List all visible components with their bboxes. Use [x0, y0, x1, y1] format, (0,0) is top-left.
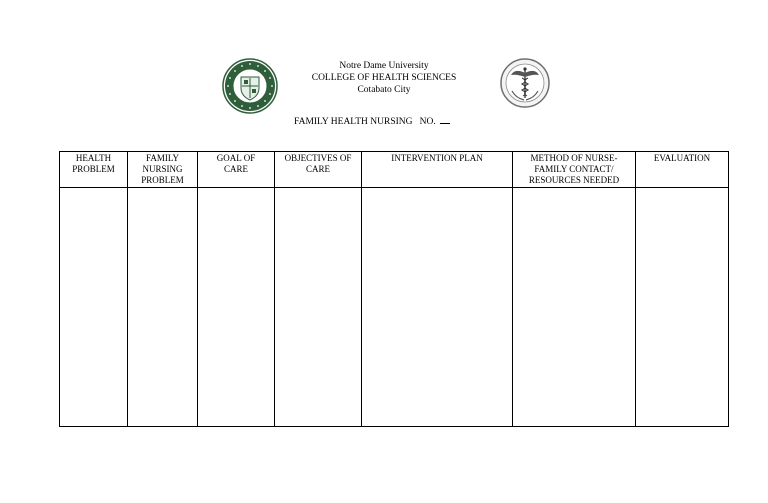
column-header-line: NURSING — [142, 164, 183, 174]
cell-family-nursing-problem[interactable] — [128, 188, 198, 427]
column-header-line: CARE — [223, 164, 248, 174]
city-name: Cotabato City — [357, 85, 411, 95]
column-header-line: CARE — [305, 164, 330, 174]
table-header-row — [60, 152, 729, 188]
column-header-goal-of-care — [198, 152, 275, 188]
document-header — [284, 60, 484, 96]
column-header-line: RESOURCES NEEDED — [528, 175, 620, 185]
cell-intervention-plan[interactable] — [362, 188, 513, 427]
family-care-plan-table — [59, 151, 729, 427]
table-row — [60, 188, 729, 427]
column-header-line: METHOD OF NURSE- — [530, 153, 618, 163]
column-header-health-problem — [60, 152, 128, 188]
cell-evaluation[interactable] — [636, 188, 729, 427]
column-header-line: PROBLEM — [72, 164, 115, 174]
column-header-method-of-contact — [513, 152, 636, 188]
column-header-family-nursing-problem — [128, 152, 198, 188]
cell-objectives-of-care[interactable] — [275, 188, 362, 427]
column-header-line: PROBLEM — [141, 175, 184, 185]
university-seal-logo — [222, 58, 278, 114]
university-name: Notre Dame University — [339, 61, 429, 71]
cell-method-of-contact[interactable] — [513, 188, 636, 427]
column-header-line: INTERVENTION PLAN — [391, 153, 483, 163]
column-header-line: OBJECTIVES OF — [284, 153, 352, 163]
column-header-line: FAMILY CONTACT/ — [534, 164, 614, 174]
column-header-line: EVALUATION — [653, 153, 711, 163]
column-header-intervention-plan — [362, 152, 513, 188]
column-header-objectives-of-care — [275, 152, 362, 188]
college-seal-logo — [500, 58, 550, 108]
column-header-line: GOAL OF — [216, 153, 256, 163]
column-header-evaluation — [636, 152, 729, 188]
column-header-line: HEALTH — [75, 153, 112, 163]
form-number-blank — [440, 114, 450, 124]
form-title — [294, 114, 450, 127]
cell-health-problem[interactable] — [60, 188, 128, 427]
form-title-text: FAMILY HEALTH NURSING NO. — [294, 117, 436, 127]
column-header-line: FAMILY — [146, 153, 179, 163]
college-name: COLLEGE OF HEALTH SCIENCES — [311, 73, 457, 83]
cell-goal-of-care[interactable] — [198, 188, 275, 427]
